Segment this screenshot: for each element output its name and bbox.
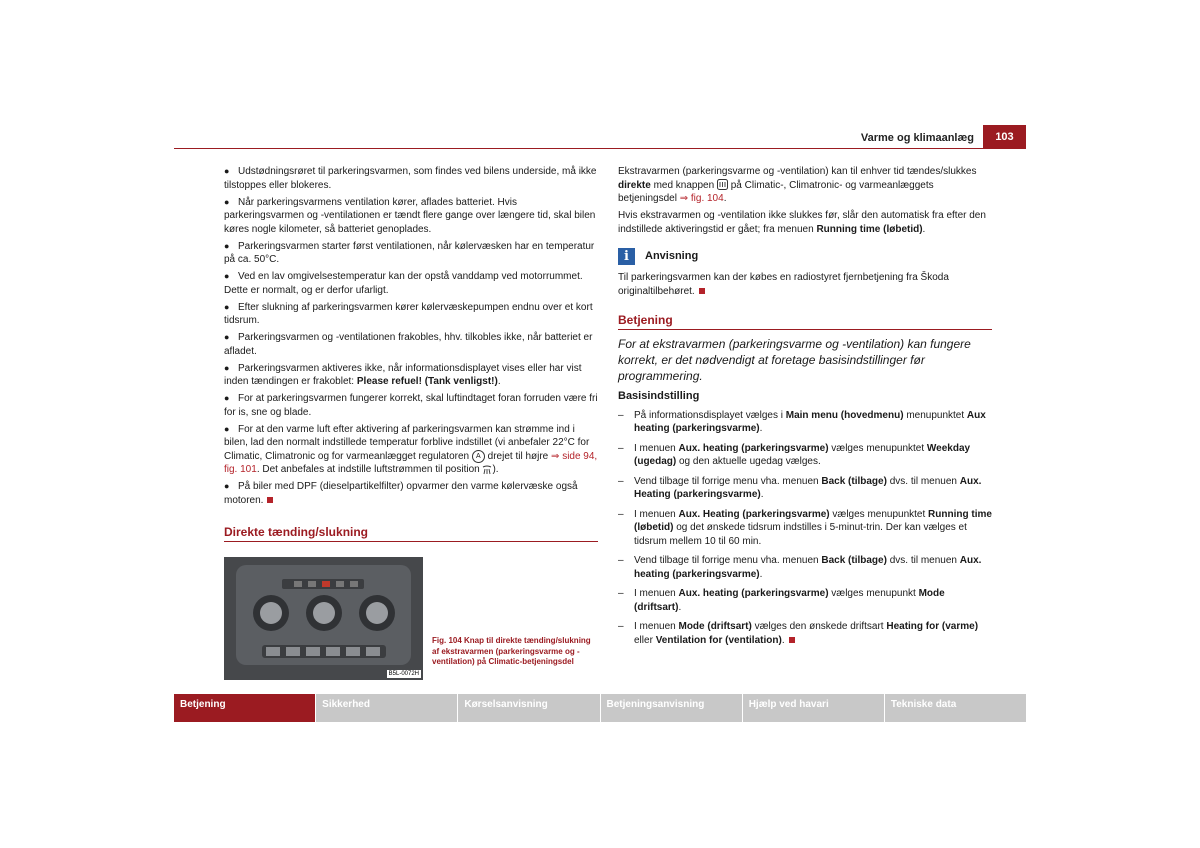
left-column (224, 165, 598, 542)
info-icon: i (618, 248, 635, 265)
airflow-windshield-icon (482, 465, 492, 475)
bullet-item: ● Når parkeringsvarmens ventilation kører, aflades batteriet. Hvis parkeringsvarmen og -ventilationen er tændt flere gange over længere tid, skal bilen køres nogle kilometer, så batteriet genoplades. (224, 196, 596, 235)
bullet-dot-icon: ● (224, 332, 230, 342)
list-item: – I menuen Aux. heating (parkeringsvarme) vælges menupunktet Weekday (ugedag) og den aktuelle ugedag vælges. (618, 442, 971, 467)
bullet-dot-icon: ● (224, 301, 230, 312)
section-heading-operation: Betjening (618, 314, 992, 331)
right-column (618, 165, 992, 653)
heater-button-icon (717, 179, 728, 190)
bullet-item: ● For at den varme luft efter aktivering af parkeringsvarmen kan strømme ind i bilen, lad den normalt indstillede temperatur forblive indstillet (vi anbefaler 22°C for Climatic, Climatronic og for varmeanlægget regulatoren A drejet til højre ⇒ side 94, fig. 101. Det anbefales at indstille luftstrømmen til position ). (224, 423, 598, 476)
list-item: – Vend tilbage til forrige menu vha. menuen Back (tilbage) dvs. til menuen Aux. heating (parkeringsvarme). (618, 555, 982, 580)
bullet-item: ● For at parkeringsvarmen fungerer korrekt, skal luftindtaget foran forruden være fri for is, sne og blade. (224, 393, 598, 418)
bullet-dot-icon: ● (224, 423, 230, 434)
paragraph-auto-off: Hvis ekstravarmen og -ventilation ikke slukkes før, slår den automatisk fra efter den indstillede aktiveringstid er gået; fra menuen Running time (løbetid). (618, 210, 986, 235)
control-a-marker: A (472, 450, 485, 463)
list-item: – I menuen Aux. Heating (parkeringsvarme) vælges menupunktet Running time (løbetid) og det ønskede tidsrum indstilles i 5-minut-trin. Der kan vælges et tidsrum mellem 10 til 60 min. (618, 508, 992, 547)
bullet-item: ● Parkeringsvarmen starter først ventilationen, når kølervæsken har en temperatur på ca. 50°C. (224, 240, 595, 265)
end-square-icon (267, 497, 273, 503)
bullet-item: ● Ved en lav omgivelsestemperatur kan der opstå vanddamp ved motorrummet. Dette er normalt, og er derfor ufarligt. (224, 271, 583, 296)
bullet-item: ● På biler med DPF (dieselpartikelfilter) opvarmer den varme kølervæske også motoren. (224, 481, 578, 506)
paragraph-direct-control: Ekstravarmen (parkeringsvarme og -ventilation) kan til enhver tid tændes/slukkes direkte med knappen på Climatic-, Climatronic- og varmeanlæggets betjeningsdel ⇒ fig. 104. (618, 166, 977, 204)
end-square-icon (699, 288, 705, 294)
footer-tab-tekniske-data[interactable]: Tekniske data (885, 694, 1026, 722)
notice-text: Til parkeringsvarmen kan der købes en radiostyret fjernbetjening fra Škoda originaltilbehøret. (618, 272, 949, 297)
footer-tab-betjening[interactable]: Betjening (174, 694, 315, 722)
bullet-item: ● Parkeringsvarmen aktiveres ikke, når informationsdisplayet vises eller har vist inden tændingen er frakoblet: Please refuel! (Tank venligst!). (224, 362, 582, 387)
bullet-dot-icon: ● (224, 393, 230, 403)
section-header-title: Varme og klimaanlæg (860, 132, 974, 144)
footer-tab-betjeningsanvisning[interactable]: Betjeningsanvisning (601, 694, 742, 722)
notice-title: Anvisning (645, 249, 699, 262)
bullet-dot-icon: ● (224, 166, 230, 176)
bullet-item: ● Efter slukning af parkeringsvarmen kører kølervæskepumpen endnu over et kort tidsrum. (224, 301, 593, 326)
section-intro: For at ekstravarmen (parkeringsvarme og -ventilation) kan fungere korrekt, er det nødvendigt at foretage basisindstillinger før programmering. (618, 337, 971, 383)
list-item: – I menuen Mode (driftsart) vælges den ønskede driftsart Heating for (varme) eller Ventilation for (ventilation). (618, 621, 979, 646)
bullet-item: ● Udstødningsrøret til parkeringsvarmen, som findes ved bilens underside, må ikke tilstoppes eller blokeres. (224, 166, 597, 191)
page-number: 103 (983, 125, 1026, 149)
climatic-panel-figure (224, 557, 423, 680)
bullet-dot-icon: ● (224, 240, 230, 251)
bullet-dot-icon: ● (224, 196, 230, 207)
bullet-dot-icon: ● (224, 481, 230, 492)
page-reference-link[interactable]: ⇒ side 94, fig. 101 (224, 450, 598, 476)
figure-caption: Fig. 104 Knap til direkte tænding/slukning af ekstravarmen (parkeringsvarme og -ventilation) på Climatic-betjeningsdel (432, 636, 591, 666)
header-divider (174, 148, 1026, 149)
climatic-panel-illustration (224, 557, 423, 680)
footer-tab-korselsanvisning[interactable]: Kørselsanvisning (458, 694, 599, 722)
list-item: – I menuen Aux. heating (parkeringsvarme) vælges menupunkt Mode (driftsart). (618, 588, 945, 613)
bullet-dot-icon: ● (224, 362, 230, 373)
footer-tab-sikkerhed[interactable]: Sikkerhed (316, 694, 457, 722)
list-item: – Vend tilbage til forrige menu vha. menuen Back (tilbage) dvs. til menuen Aux. Heating (parkeringsvarme). (618, 475, 982, 500)
end-square-icon (789, 637, 795, 643)
footer-navigation (174, 694, 1026, 722)
subheading-basic-settings: Basisindstilling (618, 390, 700, 402)
footer-tab-hjaelp-ved-havari[interactable]: Hjælp ved havari (743, 694, 884, 722)
list-item: – På informationsdisplayet vælges i Main menu (hovedmenu) menupunktet Aux heating (parkeringsvarme). (618, 409, 986, 434)
figure-reference-link[interactable]: ⇒ fig. 104 (679, 193, 724, 204)
section-heading-direct: Direkte tænding/slukning (224, 526, 598, 543)
figure-code: B5L-0072H (388, 671, 419, 677)
bullet-item: ● Parkeringsvarmen og -ventilationen frakobles, hhv. tilkobles ikke, når batteriet er afladet. (224, 332, 593, 357)
notice-header (618, 248, 992, 265)
bullet-dot-icon: ● (224, 271, 230, 281)
